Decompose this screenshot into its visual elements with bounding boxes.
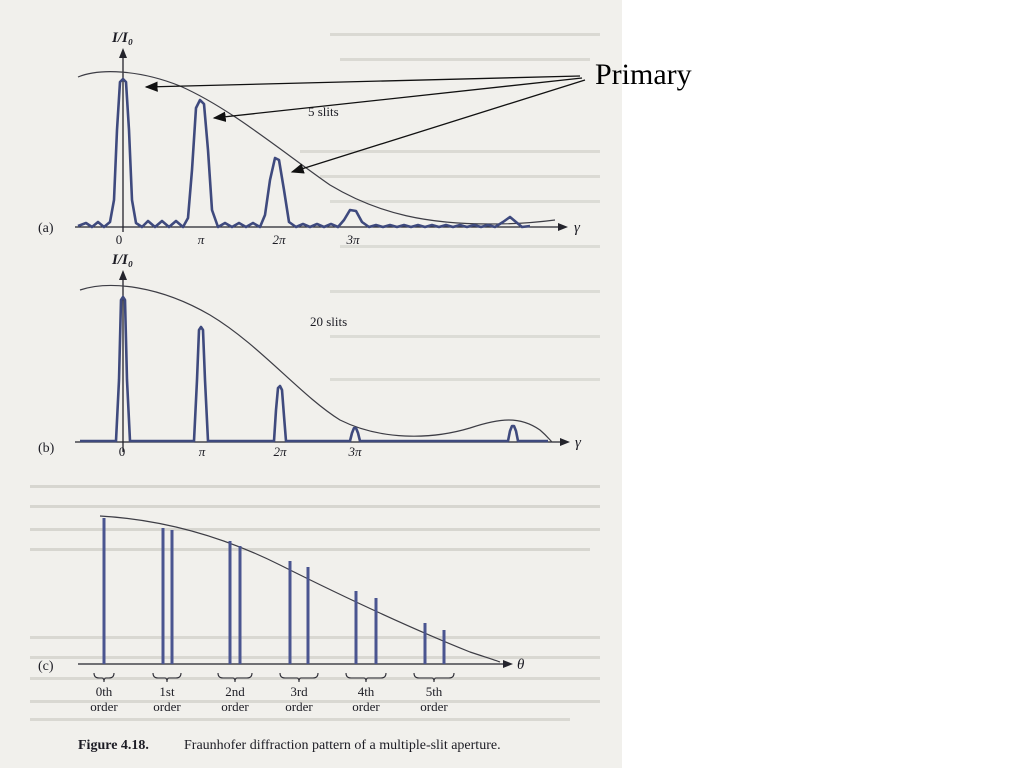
panel-a-x-axis-label: γ	[574, 220, 580, 236]
order-label-5: 5th	[425, 684, 443, 699]
panel-a-tick-label: 0	[115, 232, 123, 247]
primary-maxima-label: Primary	[595, 58, 692, 91]
order-label-2-sub: order	[221, 699, 249, 714]
order-label-3-sub: order	[285, 699, 313, 714]
order-label-1: 1st	[159, 684, 175, 699]
panel-a-tick-label: 2π	[272, 232, 286, 247]
order-label-2: 2nd	[225, 684, 245, 699]
panel-a-tag: (a)	[38, 221, 54, 236]
order-label-4: 4th	[357, 684, 375, 699]
panel-a-tick-label: π	[197, 232, 205, 247]
panel-b-y-axis-label: I/I₀	[112, 252, 134, 268]
caption-label: Figure 4.18.	[78, 738, 149, 753]
panel-a-y-axis-label: I/I₀	[112, 30, 134, 46]
panel-b-tick-label: 0	[118, 444, 126, 459]
order-label-3: 3rd	[290, 684, 308, 699]
order-label-1-sub: order	[153, 699, 181, 714]
panel-b-tag: (b)	[38, 441, 55, 456]
panel-a-slits-label: 5 slits	[308, 104, 339, 119]
panel-b-tick-label: 2π	[273, 444, 287, 459]
order-label-0-sub: order	[90, 699, 118, 714]
panel-c-tag: (c)	[38, 659, 54, 674]
caption-text: Fraunhofer diffraction pattern of a multiple-slit aperture.	[184, 738, 501, 753]
order-label-0: 0th	[95, 684, 113, 699]
panel-b-tick-label: 3π	[348, 444, 362, 459]
panel-c-x-axis-label: θ	[517, 657, 525, 673]
panel-a-tick-label: 3π	[346, 232, 360, 247]
panel-b-tick-label: π	[198, 444, 206, 459]
order-label-4-sub: order	[352, 699, 380, 714]
panel-b-x-axis-label: γ	[575, 435, 581, 451]
order-label-5-sub: order	[420, 699, 448, 714]
panel-b-slits-label: 20 slits	[310, 314, 348, 329]
